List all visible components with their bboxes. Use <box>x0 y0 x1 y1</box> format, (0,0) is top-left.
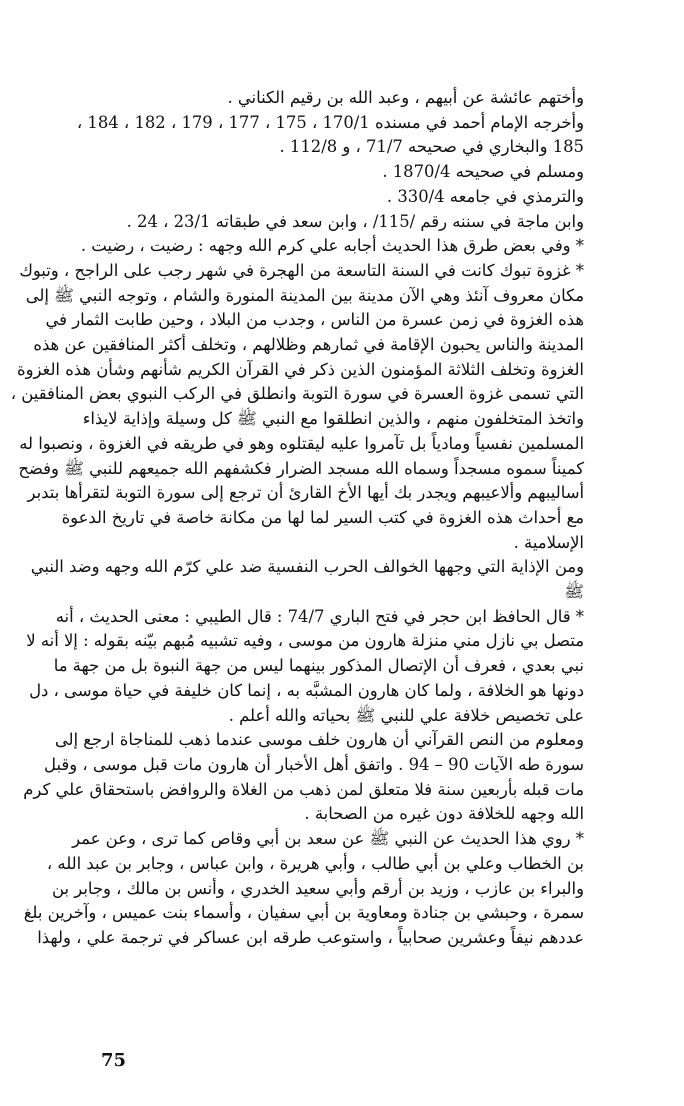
text-line: بن الخطاب وعلي بن أبي طالب ، وأبي هريرة ، وابن عباس ، وجابر بن عبد الله ، <box>46 853 584 873</box>
text-line: دونها هو الخلافة ، ولما كان هارون المشبَّه به ، إنما كان خليفة في حياة موسى ، دل <box>29 680 584 700</box>
text-line: * روي هذا الحديث عن النبي ﷺ عن سعد بن أبي وقاص كما ترى ، وعن عمر <box>72 829 584 849</box>
text-line: الله وجهه للخلافة دون غيره من الصحابة . <box>304 804 584 824</box>
text-line: الغزوة وتخلف الثلاثة المؤمنون الذين ذكر في القرآن الكريم شأنهم وشأن هذه الغزوة <box>16 359 584 379</box>
page-number: 75 <box>101 1050 127 1071</box>
text-line: ومعلوم من النص القرآني أن هارون خلف موسى عندما ذهب للمناجاة ارجع إلى <box>54 730 584 750</box>
footnotes-body <box>10 86 584 951</box>
text-line: متصل بي نازل مني منزلة هارون من موسى ، وفيه تشبيه مُبهم بيّنه بقوله : إلا أنه لا <box>26 631 584 651</box>
text-line: ﷺ <box>564 582 584 602</box>
text-line: ومسلم في صحيحه 1870/4 . <box>382 162 584 182</box>
text-line: التي تسمى غزوة العسرة في سورة التوبة وانطلق في الركب النبوي بعض المنافقين ، <box>10 384 584 404</box>
text-line: الإسلامية . <box>513 532 584 552</box>
text-line: ومن الإذاية التي وجهها الخوالف الحرب النفسية ضد علي كرّم الله وجهه وضد النبي <box>30 557 584 577</box>
text-line: كميناً سموه مسجداً وسماه الله مسجد الضرار فكشفهم الله جميعهم للنبي ﷺ وفضح <box>18 458 584 478</box>
text-line: مكان معروف آنئذ وهي الآن مدينة بين المدينة المنورة والشام ، وتوجه النبي ﷺ إلى <box>25 285 584 305</box>
text-line: وأخرجه الإمام أحمد في مسنده 170/1 ، 175 ، 177 ، 179 ، 182 ، 184 ، <box>76 112 584 132</box>
text-line: سمرة ، وحبشي بن جنادة ومعاوية بن أبي سفيان ، وأسماء بنت عميس ، وآخرين بلغ <box>23 903 584 923</box>
text-line: وابن ماجة في سننه رقم /115/ ، وابن سعد في طبقاته 23/1 ، 24 . <box>126 211 584 231</box>
text-line: والبراء بن عازب ، وزيد بن أرقم وأبي سعيد الخدري ، وأنس بن مالك ، وجابر بن <box>52 878 584 898</box>
text-line: على تخصيص خلافة علي للنبي ﷺ بحياته والله أعلم . <box>228 705 584 725</box>
text-line: المسلمين نفسياً ومادياً بل تآمروا عليه ليقتلوه وهو في طريقه في الغزوة ، ونصبوا له <box>19 433 584 453</box>
text-line: أساليبهم وألاعيبهم ويجدر بك أيها الأخ القارئ أن ترجع إلى سورة التوبة لتقرأها بتدبر <box>27 483 584 503</box>
text-line: مع أحداث هذه الغزوة في كتب السير لما لها من مكانة خاصة في تاريخ الدعوة <box>61 507 584 527</box>
text-line: عددهم نيفاً وعشرين صحابياً ، واستوعب طرقه ابن عساكر في ترجمة علي ، ولهذا <box>37 927 584 947</box>
text-line: سورة طه الآيات 90 – 94 . واتفق أهل الأخبار أن هارون مات قبل موسى ، وقبل <box>44 754 584 774</box>
text-line: * وفي بعض طرق هذا الحديث أجابه علي كرم الله وجهه : رضيت ، رضيت . <box>80 236 584 256</box>
text-line: واتخذ المتخلفون منهم ، والذين انطلقوا مع النبي ﷺ كل وسيلة وإذاية لايذاء <box>82 409 584 429</box>
text-line: وأختهم عائشة عن أبيهم ، وعبد الله بن رقيم الكناني . <box>227 88 584 107</box>
text-line: والترمذي في جامعه 330/4 . <box>386 186 584 206</box>
text-line: المدينة والناس يحبون الإقامة في ثمارهم وظلالهم ، وتخلف أكثر المنافقين عن هذه <box>33 335 584 355</box>
text-line: * قال الحافظ ابن حجر في فتح الباري 74/7 : قال الطيبي : معنى الحديث ، أنه <box>55 606 584 626</box>
text-line: 185 والبخاري في صحيحه 71/7 ، و 112/8 . <box>279 137 584 157</box>
text-line: هذه الغزوة في زمن عسرة من الناس ، وجدب من البلاد ، وحين طابت الثمار في <box>45 310 584 330</box>
text-line: مات قبله بأربعين سنة فلا متعلق لمن ذهب من الغلاة والروافض باستحقاق علي كرم <box>23 779 584 799</box>
text-line: نبي بعدي ، فعرف أن الإتصال المذكور بينهما ليس من جهة النبوة بل من جهة ما <box>53 656 584 676</box>
text-line: * غزوة تبوك كانت في السنة التاسعة من الهجرة في شهر رجب على الراجح ، وتبوك <box>19 260 584 280</box>
